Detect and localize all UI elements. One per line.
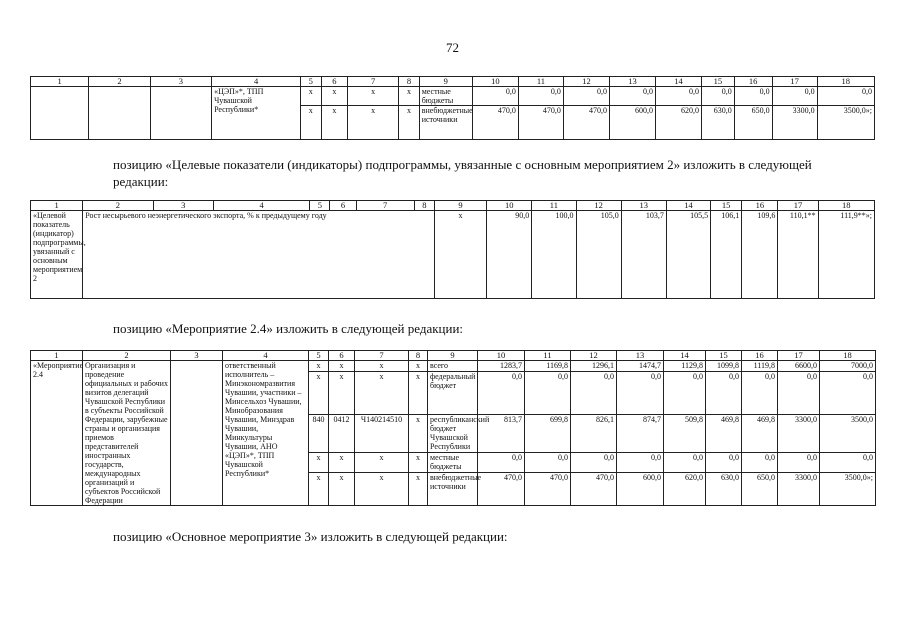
value-cell: 0,0 xyxy=(617,453,664,473)
column-number: 8 xyxy=(409,351,428,361)
code-cell: x xyxy=(309,361,329,372)
x-cell: x xyxy=(434,211,486,299)
value-cell: 620,0 xyxy=(655,106,701,140)
header-row xyxy=(31,351,876,361)
column-number: 12 xyxy=(576,201,621,211)
column-number: 1 xyxy=(31,351,83,361)
column-number: 4 xyxy=(223,351,309,361)
column-number: 9 xyxy=(419,77,472,87)
column-number: 18 xyxy=(817,77,874,87)
table-measure-2-4 xyxy=(30,350,876,506)
code-cell: x xyxy=(355,361,409,372)
value-cell: 110,1** xyxy=(778,211,818,299)
value-cell: 630,0 xyxy=(702,106,735,140)
value-cell: 620,0 xyxy=(664,473,706,506)
column-number: 3 xyxy=(171,351,223,361)
code-cell: x xyxy=(409,371,428,414)
value-cell: 470,0 xyxy=(472,106,518,140)
value-cell: 650,0 xyxy=(742,473,778,506)
value-cell: 0,0 xyxy=(525,453,571,473)
table-row xyxy=(31,211,875,299)
value-cell: 0,0 xyxy=(478,453,525,473)
value-cell: 630,0 xyxy=(706,473,742,506)
value-cell: 470,0 xyxy=(563,106,609,140)
funding-source-cell: местные бюджеты xyxy=(428,453,478,473)
value-cell: 3500,0»; xyxy=(820,473,876,506)
column-number: 5 xyxy=(310,201,330,211)
value-cell: 105,0 xyxy=(576,211,621,299)
value-cell: 0,0 xyxy=(563,87,609,106)
code-cell: x xyxy=(409,414,428,453)
value-cell: 0,0 xyxy=(820,371,876,414)
code-cell: x xyxy=(355,453,409,473)
value-cell: 874,7 xyxy=(617,414,664,453)
column-number: 6 xyxy=(329,351,355,361)
value-cell: 1099,8 xyxy=(706,361,742,372)
value-cell: 3500,0»; xyxy=(817,106,874,140)
value-cell: 813,7 xyxy=(478,414,525,453)
column-number: 12 xyxy=(563,77,609,87)
column-number: 2 xyxy=(83,351,171,361)
code-cell: x xyxy=(409,361,428,372)
code-cell: x xyxy=(329,371,355,414)
value-cell: 100,0 xyxy=(532,211,576,299)
value-cell: 470,0 xyxy=(525,473,571,506)
value-cell: 650,0 xyxy=(734,106,772,140)
column-number: 13 xyxy=(609,77,655,87)
code-cell: x xyxy=(301,106,321,140)
code-cell: x xyxy=(409,453,428,473)
table-row xyxy=(31,361,876,372)
code-cell: 840 xyxy=(309,414,329,453)
instruction-paragraph xyxy=(113,156,848,190)
value-cell: 0,0 xyxy=(617,371,664,414)
value-cell: 699,8 xyxy=(525,414,571,453)
column-number: 2 xyxy=(83,201,153,211)
measure-description-cell: Организация и проведение официальных и рабочих визитов делегаций Чувашской Республики в субъекты Российской Федерации, зарубежные страны и организация приемов представителей иностранных государств, международных организаций и субъектов Российской Федерации xyxy=(83,361,171,506)
value-cell: 1474,7 xyxy=(617,361,664,372)
code-cell: x xyxy=(348,87,399,106)
funding-source-cell: всего xyxy=(428,361,478,372)
value-cell: 111,9**»; xyxy=(818,211,874,299)
column-number: 11 xyxy=(525,351,571,361)
code-cell: x xyxy=(309,371,329,414)
table-row xyxy=(31,87,875,106)
column-number: 15 xyxy=(711,201,742,211)
value-cell: 1169,8 xyxy=(525,361,571,372)
value-cell: 0,0 xyxy=(571,371,617,414)
table-fragment-1 xyxy=(30,76,875,140)
value-cell: 600,0 xyxy=(617,473,664,506)
value-cell: 0,0 xyxy=(571,453,617,473)
column-number: 7 xyxy=(348,77,399,87)
value-cell: 0,0 xyxy=(609,87,655,106)
code-cell: x xyxy=(329,361,355,372)
column-number: 9 xyxy=(434,201,486,211)
column-number: 17 xyxy=(772,77,817,87)
column-number: 5 xyxy=(309,351,329,361)
column-number: 13 xyxy=(617,351,664,361)
indicator-label-cell: «Целевой показатель (индикатор) подпрограммы, увязанный с основным мероприятием 2 xyxy=(31,211,83,299)
value-cell: 826,1 xyxy=(571,414,617,453)
column-number: 2 xyxy=(89,77,150,87)
value-cell: 0,0 xyxy=(742,371,778,414)
column-number: 6 xyxy=(321,77,348,87)
column-number: 14 xyxy=(666,201,710,211)
value-cell: 0,0 xyxy=(518,87,563,106)
paragraph-text: позицию «Основное мероприятие 3» изложить в следующей редакции: xyxy=(113,529,508,544)
column-number: 15 xyxy=(706,351,742,361)
column-number: 10 xyxy=(487,201,532,211)
table-indicators xyxy=(30,200,875,299)
value-cell: 1296,1 xyxy=(571,361,617,372)
indicator-description-cell: Рост несырьевого неэнергетического экспорта, % к предыдущему году xyxy=(83,211,435,299)
value-cell: 6600,0 xyxy=(778,361,820,372)
column-number: 9 xyxy=(428,351,478,361)
paragraph-text: позицию «Мероприятие 2.4» изложить в следующей редакции: xyxy=(113,321,464,336)
instruction-paragraph xyxy=(113,528,813,545)
value-cell: 0,0 xyxy=(525,371,571,414)
funding-source-cell: местные бюджеты xyxy=(419,87,472,106)
column-number: 13 xyxy=(621,201,666,211)
code-cell: x xyxy=(329,473,355,506)
value-cell: 1129,8 xyxy=(664,361,706,372)
value-cell: 0,0 xyxy=(817,87,874,106)
column-number: 16 xyxy=(742,351,778,361)
paragraph-text: позицию «Целевые показатели (индикаторы) подпрограммы, увязанные с основным мероприятием 2» изложить в следующей редакции: xyxy=(113,157,812,189)
value-cell: 106,1 xyxy=(711,211,742,299)
value-cell: 3300,0 xyxy=(778,473,820,506)
value-cell: 0,0 xyxy=(778,453,820,473)
value-cell: 0,0 xyxy=(472,87,518,106)
header-row xyxy=(31,77,875,87)
value-cell: 90,0 xyxy=(487,211,532,299)
value-cell: 0,0 xyxy=(742,453,778,473)
column-number: 1 xyxy=(31,201,83,211)
value-cell: 1283,7 xyxy=(478,361,525,372)
funding-source-cell: республиканский бюджет Чувашской Республики xyxy=(428,414,478,453)
column-number: 11 xyxy=(532,201,576,211)
code-cell: x xyxy=(355,371,409,414)
value-cell: 0,0 xyxy=(664,371,706,414)
measure-label-cell: «Мероприятие 2.4 xyxy=(31,361,83,506)
value-cell: 469,8 xyxy=(706,414,742,453)
column-number: 16 xyxy=(734,77,772,87)
code-cell: x xyxy=(321,106,348,140)
value-cell: 1119,8 xyxy=(742,361,778,372)
value-cell: 0,0 xyxy=(702,87,735,106)
funding-source-cell: федеральный бюджет xyxy=(428,371,478,414)
value-cell: 109,6 xyxy=(742,211,778,299)
code-cell: x xyxy=(329,453,355,473)
executors-cell: ответственный исполнитель – Минэкономразвития Чувашии, участники – Минсельхоз Чувашии, Минобразования Чувашии, Минздрав Чувашии, Минкультуры Чувашии, АНО «ЦЭП»*, ТПП Чувашской Республики* xyxy=(223,361,309,506)
value-cell: 105,5 xyxy=(666,211,710,299)
column-number: 3 xyxy=(153,201,213,211)
code-cell: x xyxy=(309,453,329,473)
value-cell: 0,0 xyxy=(664,453,706,473)
column-number: 15 xyxy=(702,77,735,87)
column-number: 8 xyxy=(399,77,419,87)
empty-cell xyxy=(171,361,223,506)
column-number: 12 xyxy=(571,351,617,361)
code-cell: Ч140214510 xyxy=(355,414,409,453)
code-cell: x xyxy=(355,473,409,506)
value-cell: 469,8 xyxy=(742,414,778,453)
page-number: 72 xyxy=(446,40,459,55)
column-number: 10 xyxy=(478,351,525,361)
column-number: 7 xyxy=(356,201,414,211)
column-number: 18 xyxy=(818,201,874,211)
column-number: 6 xyxy=(330,201,356,211)
code-cell: x xyxy=(309,473,329,506)
value-cell: 470,0 xyxy=(571,473,617,506)
column-number: 8 xyxy=(414,201,434,211)
code-cell: x xyxy=(348,106,399,140)
code-cell: x xyxy=(301,87,321,106)
value-cell: 0,0 xyxy=(478,371,525,414)
value-cell: 470,0 xyxy=(518,106,563,140)
value-cell: 0,0 xyxy=(706,371,742,414)
column-number: 4 xyxy=(213,201,309,211)
value-cell: 3300,0 xyxy=(778,414,820,453)
value-cell: 0,0 xyxy=(820,453,876,473)
header-row xyxy=(31,201,875,211)
value-cell: 0,0 xyxy=(706,453,742,473)
code-cell: x xyxy=(399,87,419,106)
funding-source-cell: внебюджетные источники xyxy=(428,473,478,506)
column-number: 17 xyxy=(778,201,818,211)
value-cell: 103,7 xyxy=(621,211,666,299)
code-cell: x xyxy=(399,106,419,140)
value-cell: 0,0 xyxy=(734,87,772,106)
value-cell: 470,0 xyxy=(478,473,525,506)
value-cell: 0,0 xyxy=(772,87,817,106)
instruction-paragraph xyxy=(113,320,813,337)
column-number: 1 xyxy=(31,77,89,87)
value-cell: 7000,0 xyxy=(820,361,876,372)
column-number: 14 xyxy=(664,351,706,361)
column-number: 11 xyxy=(518,77,563,87)
code-cell: x xyxy=(409,473,428,506)
value-cell: 0,0 xyxy=(778,371,820,414)
column-number: 18 xyxy=(820,351,876,361)
value-cell: 3500,0 xyxy=(820,414,876,453)
value-cell: 0,0 xyxy=(655,87,701,106)
column-number: 17 xyxy=(778,351,820,361)
column-number: 16 xyxy=(742,201,778,211)
code-cell: x xyxy=(321,87,348,106)
column-number: 7 xyxy=(355,351,409,361)
participants-cell: «ЦЭП»*, ТПП Чувашской Республики* xyxy=(212,87,301,140)
column-number: 5 xyxy=(301,77,321,87)
column-number: 4 xyxy=(212,77,301,87)
column-number: 14 xyxy=(655,77,701,87)
code-cell: 0412 xyxy=(329,414,355,453)
value-cell: 3300,0 xyxy=(772,106,817,140)
value-cell: 600,0 xyxy=(609,106,655,140)
column-number: 3 xyxy=(150,77,211,87)
funding-source-cell: внебюджетные источники xyxy=(419,106,472,140)
value-cell: 509,8 xyxy=(664,414,706,453)
column-number: 10 xyxy=(472,77,518,87)
